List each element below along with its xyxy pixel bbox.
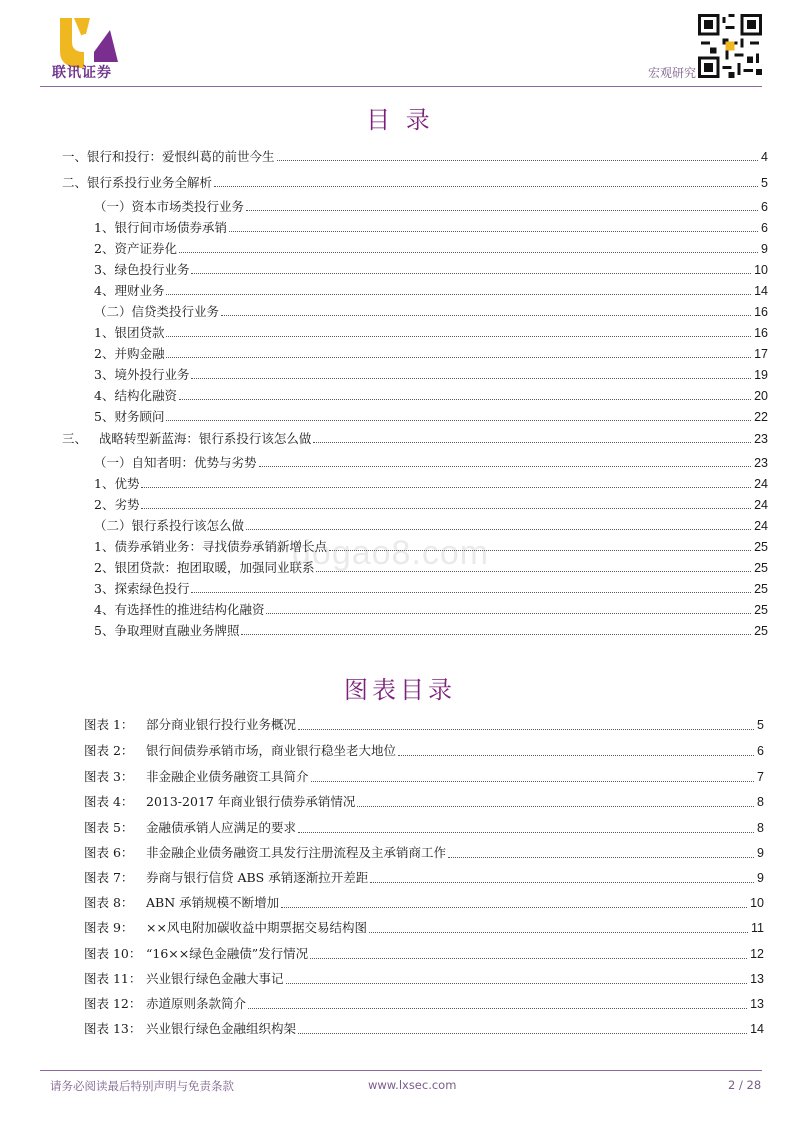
figure-item[interactable] [84, 843, 764, 863]
figure-label: 部分商业银行投行业务概况 [146, 717, 297, 732]
qr-code-icon [698, 14, 762, 78]
figure-label: 券商与银行信贷 ABS 承销逐渐拉开差距 [146, 870, 369, 885]
figure-leader [248, 1008, 747, 1009]
toc-leader [241, 634, 751, 635]
figure-leader [311, 781, 755, 782]
toc-item-label: 4、理财业务 [94, 283, 165, 298]
toc-item-page: 19 [754, 368, 768, 382]
toc-item-page: 23 [754, 456, 768, 470]
figure-label: 2013-2017 年商业银行债券承销情况 [146, 794, 356, 809]
toc-item-page: 25 [754, 561, 768, 575]
figure-page: 13 [750, 972, 764, 986]
figure-item[interactable] [84, 741, 764, 761]
toc-item[interactable] [94, 517, 768, 535]
figure-number: 图表 8： [84, 895, 134, 910]
toc-item-label: 1、银行间市场债券承销 [94, 220, 227, 235]
toc-item-page: 16 [754, 326, 768, 340]
page-indicator: 2 / 28 [728, 1078, 762, 1092]
toc-leader [246, 529, 751, 530]
figure-number: 图表 10： [84, 946, 142, 961]
figure-page: 8 [757, 821, 764, 835]
toc-item-page: 24 [754, 519, 768, 533]
figure-page: 6 [757, 744, 764, 758]
toc-item-page: 14 [754, 284, 768, 298]
figure-number: 图表 12： [84, 996, 142, 1011]
toc-item-label: 一、银行和投行：爱恨纠葛的前世今生 [62, 149, 275, 164]
toc-item[interactable] [94, 580, 768, 598]
toc-leader [266, 613, 751, 614]
toc-leader [166, 294, 751, 295]
figure-item[interactable] [84, 918, 764, 938]
figure-page: 5 [757, 718, 764, 732]
watermark: dogao8.com [292, 534, 490, 572]
figure-label: ××风电附加碳收益中期票据交易结构图 [146, 920, 367, 935]
page-header [0, 0, 800, 90]
toc-item-page: 17 [754, 347, 768, 361]
toc-item[interactable] [94, 282, 768, 300]
header-divider [40, 86, 762, 87]
figures-title: 图表目录 [344, 676, 456, 704]
toc-item[interactable] [94, 408, 768, 426]
toc-item[interactable] [94, 601, 768, 619]
toc-item-label: 3、绿色投行业务 [94, 262, 190, 277]
figure-label: 兴业银行绿色金融大事记 [146, 971, 284, 986]
toc-item[interactable] [94, 475, 768, 493]
toc-leader [229, 231, 758, 232]
toc-item-label: 1、债券承销业务：寻找债券承销新增长点 [94, 539, 327, 554]
toc-item-page: 10 [754, 263, 768, 277]
figure-label: 银行间债券承销市场，商业银行稳坐老大地位 [146, 743, 397, 758]
figure-number: 图表 7： [84, 870, 134, 885]
toc-leader [179, 252, 758, 253]
figure-page: 8 [757, 795, 764, 809]
toc-item[interactable] [94, 345, 768, 363]
figure-item[interactable] [84, 868, 764, 888]
figure-item[interactable] [84, 818, 764, 838]
toc-leader [259, 466, 752, 467]
toc-item-label: 4、有选择性的推进结构化融资 [94, 602, 265, 617]
toc-item[interactable] [94, 198, 768, 216]
figure-item[interactable] [84, 715, 764, 735]
disclaimer-link[interactable]: 请务必阅读最后特别声明与免责条款 [50, 1079, 234, 1093]
toc-leader [166, 336, 751, 337]
toc-leader [313, 442, 751, 443]
toc-item[interactable] [94, 622, 768, 640]
toc-item-label: 3、探索绿色投行 [94, 581, 190, 596]
toc-item[interactable] [94, 496, 768, 514]
logo-text: 联讯证券 [52, 65, 112, 81]
figure-number: 图表 3： [84, 769, 134, 784]
toc-leader [191, 592, 751, 593]
figure-page: 12 [750, 947, 764, 961]
toc-item-page: 16 [754, 305, 768, 319]
toc-item[interactable] [94, 387, 768, 405]
footer-divider [40, 1070, 762, 1071]
toc-item-page: 6 [761, 200, 768, 214]
toc-item-label: 5、财务顾问 [94, 409, 165, 424]
figure-leader [286, 983, 748, 984]
figure-leader [357, 806, 754, 807]
toc-item-page: 25 [754, 624, 768, 638]
figure-label: ABN 承销规模不断增加 [146, 895, 280, 910]
toc-item[interactable] [94, 261, 768, 279]
figure-leader [310, 958, 747, 959]
toc-item-label: （一）资本市场类投行业务 [94, 199, 245, 214]
toc-item-label: （二）银行系投行该怎么做 [94, 518, 245, 533]
toc-leader [191, 273, 751, 274]
toc-title: 目 录 [366, 106, 434, 134]
toc-item-page: 9 [761, 242, 768, 256]
figure-item[interactable] [84, 767, 764, 787]
toc-leader [221, 315, 751, 316]
figure-number: 图表 5： [84, 820, 134, 835]
toc-item-label: 2、银团贷款：抱团取暖，加强同业联系 [94, 560, 315, 575]
toc-item-page: 4 [761, 150, 768, 164]
figure-number: 图表 4： [84, 794, 134, 809]
toc-item-label: 2、劣势 [94, 497, 140, 512]
figure-leader [369, 932, 748, 933]
figure-leader [298, 1033, 747, 1034]
figure-number: 图表 11： [84, 971, 142, 986]
figure-leader [398, 755, 754, 756]
toc-leader [179, 399, 751, 400]
toc-leader [246, 210, 758, 211]
toc-leader [214, 186, 758, 187]
figure-leader [281, 907, 747, 908]
figure-label: 金融债承销人应满足的要求 [146, 820, 297, 835]
figure-leader [298, 729, 754, 730]
toc-item-page: 20 [754, 389, 768, 403]
figure-item[interactable] [84, 969, 764, 989]
toc-item-label: 三、 战略转型新蓝海：银行系投行该怎么做 [62, 431, 312, 446]
figure-item[interactable] [84, 893, 764, 913]
figure-page: 9 [757, 846, 764, 860]
toc-item[interactable] [62, 148, 768, 166]
figure-number: 图表 1： [84, 717, 134, 732]
toc-leader [277, 160, 759, 161]
toc-item-label: （一）自知者明：优势与劣势 [94, 455, 257, 470]
figure-page: 11 [751, 921, 764, 935]
figure-number: 图表 13： [84, 1021, 142, 1036]
toc-item-label: 1、优势 [94, 476, 140, 491]
figure-page: 10 [750, 896, 764, 910]
toc-item-label: 2、并购金融 [94, 346, 165, 361]
toc-leader [141, 487, 751, 488]
toc-item[interactable] [94, 454, 768, 472]
toc-item-label: 1、银团贷款 [94, 325, 165, 340]
toc-item[interactable] [94, 240, 768, 258]
figure-page: 13 [750, 997, 764, 1011]
toc-item-page: 5 [761, 176, 768, 190]
figure-page: 14 [750, 1022, 764, 1036]
figure-label: 赤道原则条款简介 [146, 996, 247, 1011]
toc-item-page: 22 [754, 410, 768, 424]
figure-leader [448, 857, 754, 858]
toc-item-page: 24 [754, 498, 768, 512]
toc-leader [191, 378, 751, 379]
toc-item-page: 25 [754, 582, 768, 596]
toc-item-page: 25 [754, 603, 768, 617]
figure-label: “16××绿色金融债”发行情况 [146, 946, 309, 961]
figure-item[interactable] [84, 994, 764, 1014]
figure-number: 图表 6： [84, 845, 134, 860]
toc-item-page: 25 [754, 540, 768, 554]
figure-item[interactable] [84, 944, 764, 964]
toc-item-label: 5、争取理财直融业务牌照 [94, 623, 240, 638]
toc-item-label: 2、资产证券化 [94, 241, 177, 256]
toc-item-label: 二、银行系投行业务全解析 [62, 175, 213, 190]
toc-item-label: 3、境外投行业务 [94, 367, 190, 382]
figure-leader [298, 832, 754, 833]
toc-item[interactable] [62, 430, 768, 448]
toc-item-page: 23 [754, 432, 768, 446]
figure-item[interactable] [84, 792, 764, 812]
figure-page: 9 [757, 871, 764, 885]
figure-number: 图表 2： [84, 743, 134, 758]
figure-number: 图表 9： [84, 920, 134, 935]
website-link[interactable]: www.lxsec.com [368, 1078, 457, 1092]
toc-item-label: （二）信贷类投行业务 [94, 304, 220, 319]
toc-item[interactable] [94, 366, 768, 384]
figure-item[interactable] [84, 1019, 764, 1039]
figure-page: 7 [757, 770, 764, 784]
toc-leader [166, 420, 751, 421]
toc-item[interactable] [94, 324, 768, 342]
section-label: 宏观研究 [648, 66, 697, 80]
toc-item[interactable] [94, 219, 768, 237]
toc-leader [166, 357, 751, 358]
figure-label: 非金融企业债务融资工具发行注册流程及主承销商工作 [146, 845, 447, 860]
figure-leader [370, 882, 754, 883]
toc-item-page: 6 [761, 221, 768, 235]
toc-item[interactable] [94, 303, 768, 321]
toc-item[interactable] [62, 174, 768, 192]
toc-item-label: 4、结构化融资 [94, 388, 177, 403]
figure-label: 兴业银行绿色金融组织构架 [146, 1021, 297, 1036]
toc-leader [141, 508, 751, 509]
figure-label: 非金融企业债务融资工具简介 [146, 769, 309, 784]
toc-item-page: 24 [754, 477, 768, 491]
